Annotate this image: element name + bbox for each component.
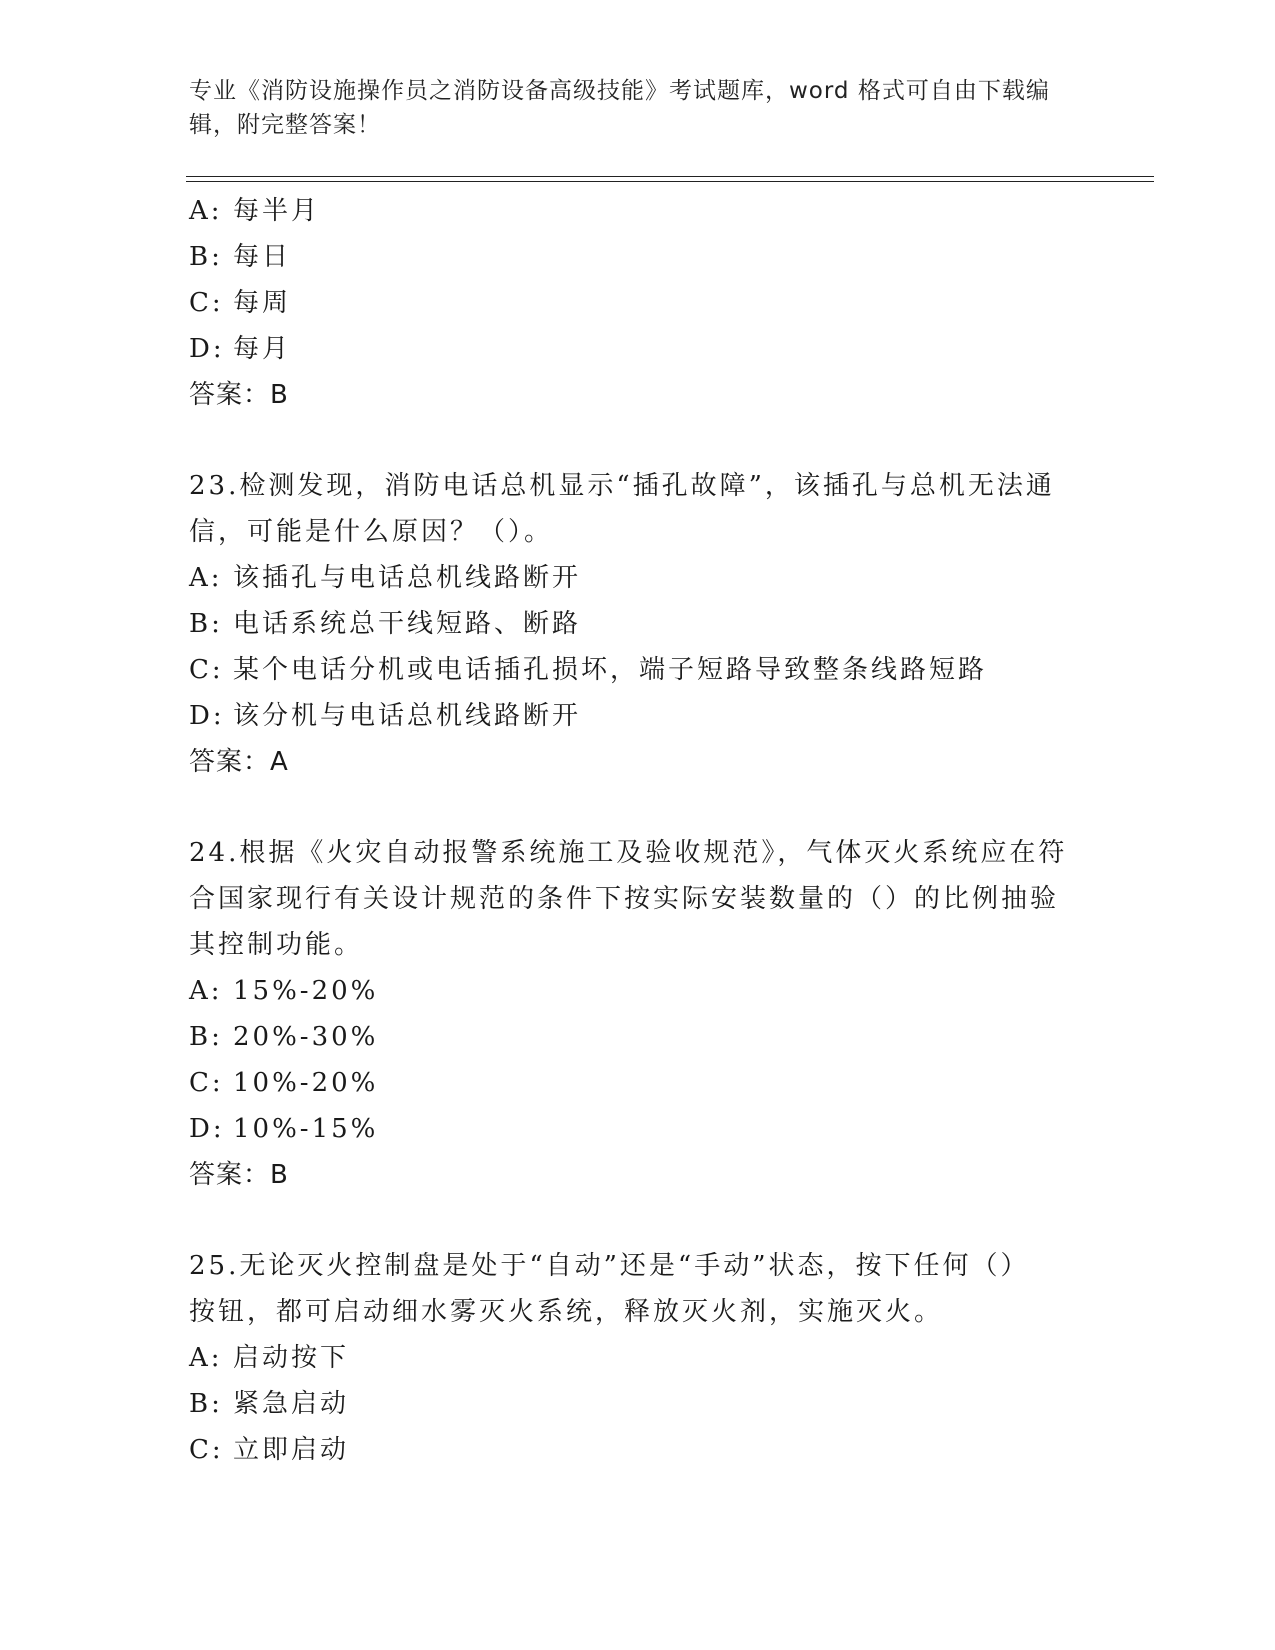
question-24-block: [189, 830, 1089, 1198]
option-d: [189, 326, 1089, 372]
option-d: [189, 693, 1089, 739]
option-a: [189, 188, 1089, 234]
option-text: 15%-20%: [233, 976, 379, 1006]
spacer: [189, 1198, 1089, 1243]
option-text: 10%-15%: [233, 1114, 379, 1144]
option-text: 该插孔与电话总机线路断开: [233, 563, 582, 593]
option-text: 20%-30%: [233, 1022, 379, 1052]
spacer: [189, 418, 1089, 463]
option-key: C:: [189, 655, 224, 685]
spacer: [189, 785, 1089, 830]
question-stem: 合国家现行有关设计规范的条件下按实际安装数量的（）的比例抽验: [189, 884, 1060, 914]
option-text: 每半月: [233, 196, 321, 226]
question-22-block: [189, 188, 1089, 418]
option-text: 某个电话分机或电话插孔损坏，端子短路导致整条线路短路: [233, 655, 988, 685]
option-a: [189, 968, 1089, 1014]
option-text: 紧急启动: [233, 1389, 350, 1419]
question-content: [189, 188, 1089, 1473]
header-rule-top: [186, 176, 1154, 177]
header-rule-bottom: [186, 181, 1154, 182]
question-25-block: [189, 1243, 1089, 1473]
option-key: A:: [189, 196, 223, 226]
option-text: 立即启动: [233, 1435, 350, 1465]
option-b: [189, 1381, 1089, 1427]
option-key: B:: [189, 1389, 223, 1419]
option-key: C:: [189, 288, 224, 318]
question-stem: 25.无论灭火控制盘是处于“自动”还是“手动”状态，按下任何（）: [189, 1251, 1030, 1281]
question-stem: 24.根据《火灾自动报警系统施工及验收规范》，气体灭火系统应在符: [189, 838, 1068, 868]
option-d: [189, 1106, 1089, 1152]
option-key: A:: [189, 563, 223, 593]
option-b: [189, 601, 1089, 647]
option-text: 每日: [233, 242, 292, 272]
option-key: D:: [189, 334, 225, 364]
option-key: D:: [189, 1114, 225, 1144]
question-stem: 按钮，都可启动细水雾灭火系统，释放灭火剂，实施灭火。: [189, 1297, 944, 1327]
question-stem: 23.检测发现，消防电话总机显示“插孔故障”，该插孔与总机无法通: [189, 471, 1055, 501]
option-b: [189, 1014, 1089, 1060]
option-text: 电话系统总干线短路、断路: [233, 609, 582, 639]
option-key: B:: [189, 1022, 223, 1052]
option-text: 每月: [233, 334, 292, 364]
option-text: 启动按下: [233, 1343, 350, 1373]
question-stem: 信，可能是什么原因？（）。: [189, 517, 554, 547]
option-c: [189, 1427, 1089, 1473]
option-key: C:: [189, 1068, 224, 1098]
option-text: 10%-20%: [233, 1068, 379, 1098]
option-a: [189, 1335, 1089, 1381]
option-b: [189, 234, 1089, 280]
option-c: [189, 1060, 1089, 1106]
option-key: C:: [189, 1435, 224, 1465]
option-key: A:: [189, 976, 223, 1006]
option-c: [189, 280, 1089, 326]
option-key: D:: [189, 701, 225, 731]
option-c: [189, 647, 1089, 693]
option-key: B:: [189, 609, 223, 639]
question-stem: 其控制功能。: [189, 930, 364, 960]
page-header: 专业《消防设施操作员之消防设备高级技能》考试题库，word 格式可自由下载编辑，附完整答案！: [189, 78, 1050, 138]
option-a: [189, 555, 1089, 601]
option-text: 每周: [233, 288, 292, 318]
option-text: 该分机与电话总机线路断开: [233, 701, 582, 731]
answer-line: 答案：B: [189, 1160, 289, 1190]
answer-line: 答案：B: [189, 380, 289, 410]
answer-line: 答案：A: [189, 747, 289, 777]
option-key: B:: [189, 242, 223, 272]
question-23-block: [189, 463, 1089, 785]
option-key: A:: [189, 1343, 223, 1373]
